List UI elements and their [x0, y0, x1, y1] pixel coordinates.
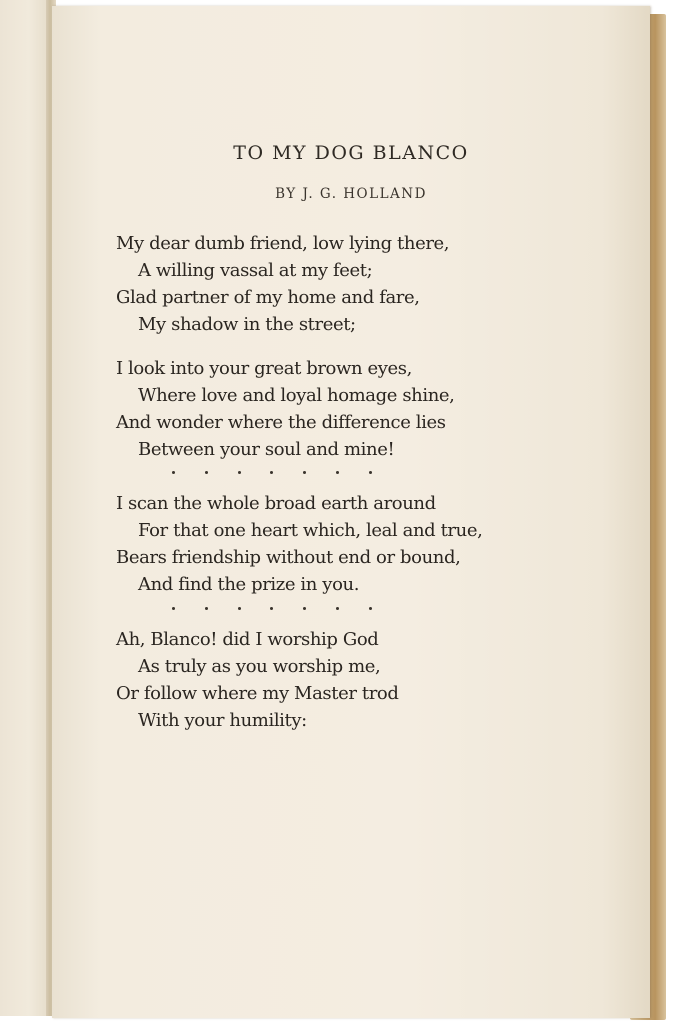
poem-line: I look into your great brown eyes,: [116, 358, 412, 379]
right-page: [52, 6, 650, 1018]
stanza-separator: [172, 466, 372, 480]
poem-text: [52, 6, 650, 1018]
poem-line: My shadow in the street;: [138, 314, 356, 335]
separator-dot: [205, 471, 208, 474]
poem-line: As truly as you worship me,: [138, 656, 381, 677]
poem-line: And wonder where the difference lies: [116, 412, 446, 433]
separator-dot: [303, 471, 306, 474]
stanza-1: [116, 230, 536, 338]
poem-title: TO MY DOG BLANCO: [233, 142, 469, 164]
separator-dot: [238, 471, 241, 474]
separator-dot: [369, 607, 372, 610]
separator-dot: [172, 607, 175, 610]
separator-dot: [172, 471, 175, 474]
stanza-2: [116, 355, 536, 463]
stanza-3: [116, 490, 536, 598]
left-page: [0, 0, 48, 1016]
poem-line: My dear dumb friend, low lying there,: [116, 233, 450, 254]
stanza-4: [116, 626, 536, 734]
poem-line: Between your soul and mine!: [138, 439, 395, 460]
poem-author: BY J. G. HOLLAND: [275, 186, 427, 202]
separator-dot: [336, 471, 339, 474]
poem-line: A willing vassal at my feet;: [138, 260, 373, 281]
poem-line: And find the prize in you.: [138, 574, 360, 595]
separator-dot: [238, 607, 241, 610]
poem-line: For that one heart which, leal and true,: [138, 520, 483, 541]
separator-dot: [205, 607, 208, 610]
poem-line: Ah, Blanco! did I worship God: [116, 629, 379, 650]
stanza-separator: [172, 602, 372, 616]
separator-dot: [270, 607, 273, 610]
poem-line: Or follow where my Master trod: [116, 683, 399, 704]
poem-line: With your humility:: [138, 710, 307, 731]
poem-line: I scan the whole broad earth around: [116, 493, 436, 514]
separator-dot: [336, 607, 339, 610]
separator-dot: [303, 607, 306, 610]
poem-line: Bears friendship without end or bound,: [116, 547, 461, 568]
poem-line: Glad partner of my home and fare,: [116, 287, 420, 308]
separator-dot: [270, 471, 273, 474]
poem-line: Where love and loyal homage shine,: [138, 385, 455, 406]
separator-dot: [369, 471, 372, 474]
